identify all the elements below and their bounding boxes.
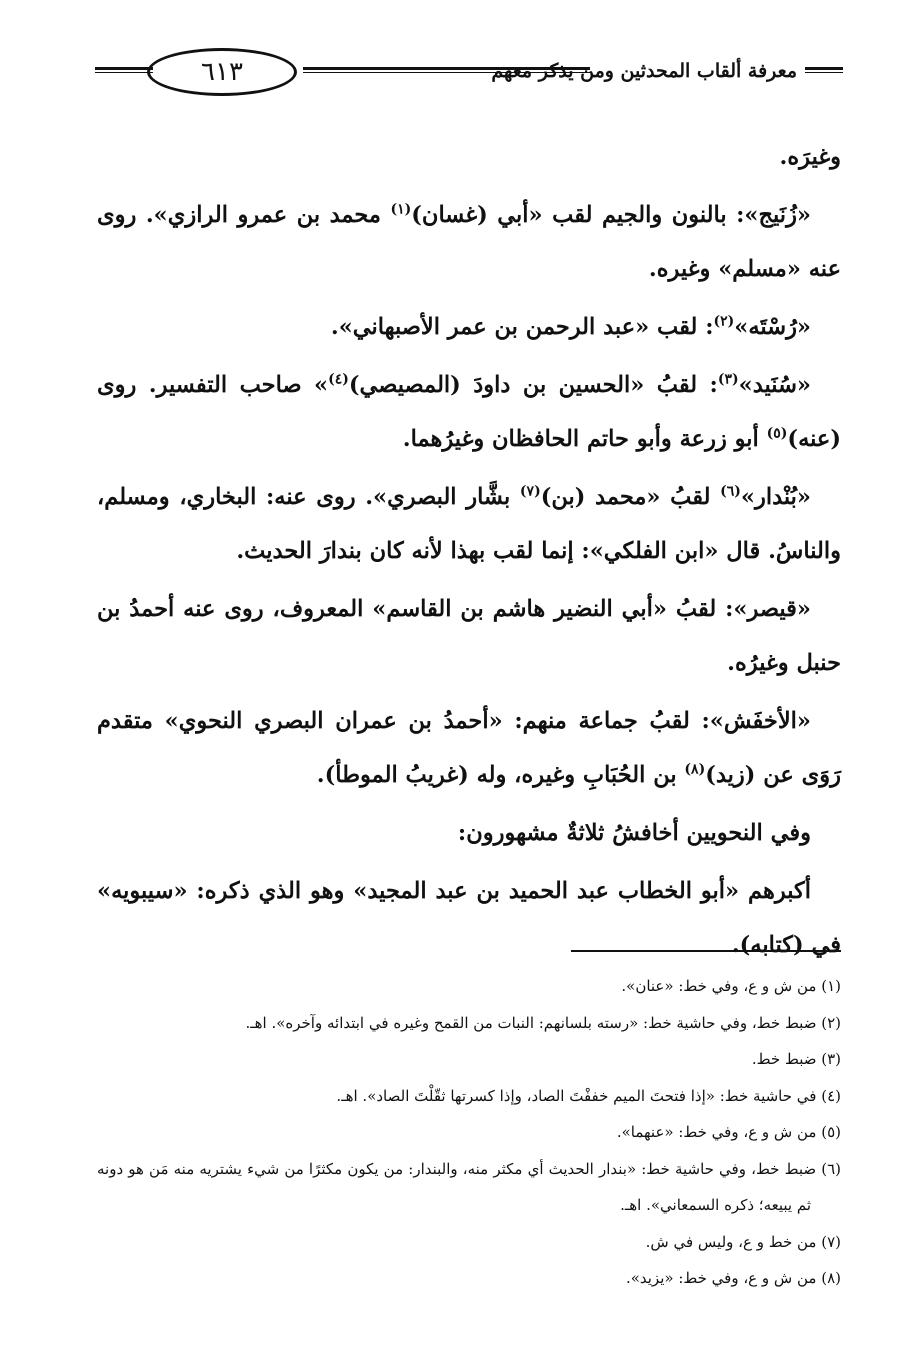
footnote-separator (571, 950, 841, 952)
footnote-2: (٢) ضبط خط، وفي حاشية خط: «رسته بلسانهم: النبات من القمح وغيره في ابتدائه وآخره». اهـ. (245, 1013, 841, 1032)
text-run: : لقب «عبد الرحمن بن عمر الأصبهاني». (330, 314, 714, 340)
text-run: «سُنَيد» (738, 372, 811, 398)
page-number: ٦١٣ (147, 48, 297, 96)
footnote-5: (٥) من ش و ع، وفي خط: «عنهما». (616, 1123, 841, 1141)
footnote-ref-6: (٦) (720, 483, 741, 500)
page-header (95, 40, 843, 100)
paragraph-eldest: أكبرهم «أبو الخطاب عبد الحميد بن عبد المجيد» وهو الذي ذكره: «سيبويه» في (كتابه). (97, 878, 841, 958)
footnote-ref-1: (١) (390, 201, 412, 218)
text-run: أبو زرعة وأبو حاتم الحافظان وغيرُهما. (402, 426, 767, 452)
footnotes (97, 968, 841, 1297)
text-run: لقبُ «محمد (بن) (540, 484, 721, 510)
footnote-ref-7: (٧) (519, 483, 541, 500)
paragraph-bundar (97, 470, 841, 578)
footnote-ref-2: (٢) (713, 313, 735, 330)
text-run: «الأخفَش»: لقبُ جماعة منهم: «أحمدُ بن عمران البصري النحوي» متقدم رَوَى عن (زيد) (97, 708, 841, 788)
paragraph-zunayj (97, 188, 841, 296)
footnote-8: (٨) من ش و ع، وفي خط: «يزيد». (625, 1269, 841, 1287)
main-text (97, 130, 841, 976)
header-rule-left (95, 67, 153, 73)
text-run: : لقبُ «الحسين بن داودَ (المصيصي) (348, 372, 718, 398)
footnote-3: (٣) ضبط خط. (751, 1050, 841, 1068)
text-run: «بُنْدار» (740, 484, 811, 510)
paragraph-sunayd (97, 358, 841, 466)
footnote-ref-4: (٤) (328, 371, 349, 388)
footnote-7: (٧) من خط و ع، وليس في ش. (645, 1232, 841, 1251)
paragraph-rustah (97, 300, 841, 354)
running-title: معرفة ألقاب المحدثين ومن يذكر معهم (491, 60, 797, 82)
paragraph-qaysar: «قيصر»: لقبُ «أبي النضير هاشم بن القاسم» المعروف، روى عنه أحمدُ بن حنبل وغيرُه. (97, 596, 841, 676)
footnote-6: (٦) ضبط خط، وفي حاشية خط: «بندار الحديث أي مكثر منه، والبندار: من يكون مكثرًا من شيء يشتريه منه مَن هو دونه ثم يبيعه؛ ذكره السمعاني». اهـ. (97, 1159, 841, 1214)
text-run: محمد بن عمرو الرازي». روى عنه «مسلم» وغيره. (97, 202, 841, 282)
text-run: «رُسْتَه» (734, 314, 811, 340)
footnote-ref-3: (٣) (717, 371, 739, 388)
footnote-4: (٤) في حاشية خط: «إذا فتحتَ الميم خففْتَ الصاد، وإذا كسرتها ثقّلْتَ الصاد». اهـ. (336, 1086, 841, 1105)
paragraph-1: وغيرَه. (779, 144, 841, 170)
paragraph-three-akhfash: وفي النحويين أخافشُ ثلاثةٌ مشهورون: (457, 820, 811, 846)
text-run: بشَّار البصري». روى عنه: البخاري، ومسلم، والناسُ. قال «ابن الفلكي»: إنما لقب بهذا لأنه كان بندارَ الحديث. (97, 484, 841, 564)
footnote-ref-8: (٨) (684, 761, 706, 778)
header-rule-right (805, 67, 843, 73)
text-run: «زُنَيج»: بالنون والجيم لقب «أبي (غسان) (411, 202, 811, 228)
paragraph-akhfash (97, 694, 841, 802)
footnote-1: (١) من ش و ع، وفي خط: «عنان». (621, 977, 841, 995)
footnote-ref-5: (٥) (766, 425, 788, 442)
text-run: بن الحُبَابِ وغيره، وله (غريبُ الموطأ). (316, 762, 685, 788)
text-run: » صاحب التفسير. روى (عنه) (97, 372, 841, 452)
